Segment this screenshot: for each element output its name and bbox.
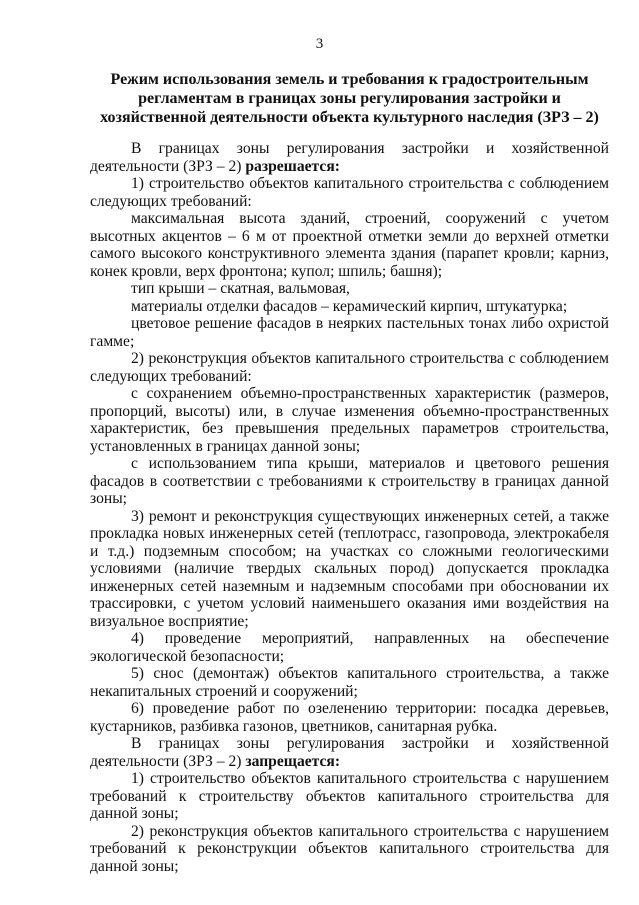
allowed-item: тип крыши – скатная, вальмовая, [131, 280, 350, 297]
prohibited-intro [90, 735, 609, 770]
allowed-intro-text: В границах зоны регулирования застройки и хозяйственной деятельности (ЗРЗ – 2) [90, 140, 609, 175]
allowed-item: материалы отделки фасадов – керамический кирпич, штукатурка; [131, 297, 568, 315]
prohibited-verb: запрещается: [245, 752, 341, 770]
allowed-verb: разрешается: [245, 157, 340, 175]
allowed-item: с использованием типа крыши, материалов и цветового решения фасадов в соответствии с требованиями к строительству в границах данной зоны; [90, 455, 609, 507]
page-number: 3 [315, 36, 324, 52]
allowed-item: 5) снос (демонтаж) объектов капитального строительства, а также некапитальных строений и сооружений; [90, 665, 609, 700]
section-title: Режим использования земель и требования к градостроительным регламентам в границах зоны регулирования застройки и хозяйственной деятельности объекта культурного наследия (ЗРЗ – 2) [100, 71, 599, 126]
allowed-item: максимальная высота зданий, строений, сооружений с учетом высотных акцентов – 6 м от проектной отметки земли до верхней отметки самого высокого конструктивного элемента здания (парапет кровли; карниз, конек кровли, верх фронтона; купол; шпиль; башня); [90, 210, 609, 280]
allowed-item: 2) реконструкция объектов капитального строительства с соблюдением следующих требований: [90, 350, 609, 385]
prohibited-item: 2) реконструкция объектов капитального строительства с нарушением требований к реконструкции объектов капитального строительства для данной зоны; [90, 822, 609, 875]
prohibited-intro-text: В границах зоны регулирования застройки и хозяйственной деятельности (ЗРЗ – 2) [90, 735, 609, 770]
allowed-item: с сохранением объемно-пространственных характеристик (размеров, пропорций, высоты) или, в случае изменения объемно-пространственных характеристик, без превышения предельных параметров строительства, установленных в границах данной зоны; [90, 385, 609, 455]
allowed-item: 3) ремонт и реконструкция существующих инженерных сетей, а также прокладка новых инженерных сетей (теплотрасс, газопровода, электрокабеля и т.д.) подземным способом; на участках со сложными геологическими условиями (наличие твердых скальных пород) допускается прокладка инженерных сетей наземным и надземным способами при обосновании их трассировки, с учетом условий наименьшего оказания ими воздействия на визуальное восприятие; [90, 507, 609, 630]
prohibited-item: 1) строительство объектов капитального строительства с нарушением требований к строительству объектов капитального строительства для данной зоны; [90, 770, 609, 822]
allowed-intro [90, 140, 609, 175]
allowed-item: цветовое решение фасадов в неярких пастельных тонах либо охристой гамме; [90, 315, 609, 350]
allowed-item: 4) проведение мероприятий, направленных на обеспечение экологической безопасности; [90, 630, 609, 665]
allowed-item: 6) проведение работ по озеленению территории: посадка деревьев, кустарников, разбивка газонов, цветников, санитарная рубка. [90, 700, 609, 735]
document-body [90, 140, 609, 875]
allowed-item: 1) строительство объектов капитального строительства с соблюдением следующих требований: [90, 175, 609, 210]
